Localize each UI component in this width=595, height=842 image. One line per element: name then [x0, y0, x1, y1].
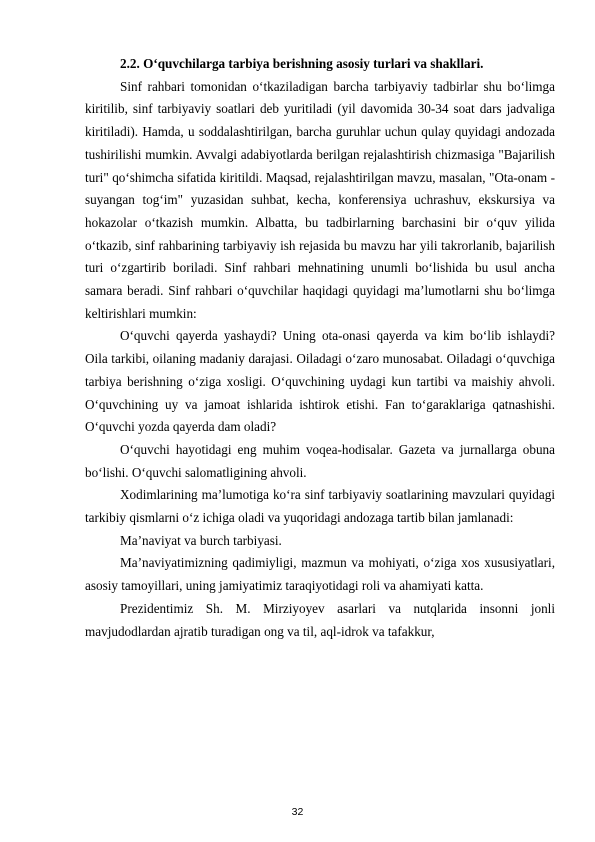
paragraph-sinf-rahbari: Sinf rahbari tomonidan o‘tkaziladigan barcha tarbiyaviy tadbirlar shu bo‘limga kiritilib, sinf tarbiyaviy soatlari deb yuritiladi (yil davomida 30-34 soat dars jadvaliga kiritiladi). Hamda, u soddalashtirilgan, barcha guruhlar uchun qulay quyidagi andozada tushirilishi mumkin. Avvalgi adabiyotlarda berilgan rejalashtirish chizmasiga "Bajarilish turi" qo‘shimcha sifatida kiritildi. Maqsad, rejalashtirilgan mavzu, masalan, "Ota-onam - suyangan tog‘im" yuzasidan suhbat, kecha, konferensiya uchrashuv, ekskursiya va hokazolar o‘tkazish mumkin. Albatta, bu tadbirlarning barchasini bir o‘quv yilida o‘tkazib, sinf rahbarining tarbiyaviy ish rejasida bu mavzu har yili takrorlanib, bajarilish turi o‘zgartirib boriladi. Sinf rahbari mehnatining unumli bo‘lishida bu usul ancha samara beradi. Sinf rahbari o‘quvchilar haqidagi quyidagi ma’lumotlarni shu bo‘limga keltirishlari mumkin:	[85, 78, 555, 321]
document-page	[85, 53, 555, 643]
paragraph-oquvchi-hayotidagi: O‘quvchi hayotidagi eng muhim voqea-hodisalar. Gazeta va jurnallarga obuna bo‘lishi. O‘quvchi salomatligining ahvoli.	[85, 441, 555, 480]
paragraph-manaviyatimizning: Ma’naviyatimizning qadimiyligi, mazmun va mohiyati, o‘ziga xos xususiyatlari, asosiy tamoyillari, uning jamiyatimiz taraqiyotidagi roli va ahamiyati katta.	[85, 555, 555, 594]
paragraph-prezidentimiz: Prezidentimiz Sh. M. Mirziyoyev asarlari va nutqlarida insonni jonli mavjudodlardan ajratib turadigan ong va til, aql-idrok va tafakkur,	[85, 600, 555, 639]
paragraph-oquvchi-qayerda: O‘quvchi qayerda yashaydi? Uning ota-onasi qayerda va kim bo‘lib ishlaydi? Oila tarkibi, oilaning madaniy darajasi. Oiladagi o‘zaro munosabat. Oiladagi o‘quvchiga tarbiya berishning o‘ziga xosligi. O‘quvchining uydagi kun tartibi va maishiy ahvoli. O‘quvchining uy va jamoat ishlarida ishtirok etishi. Fan to‘garaklariga qatnashishi. O‘quvchi yozda qayerda dam oladi?	[85, 328, 555, 435]
section-heading: 2.2. O‘quvchilarga tarbiya berishning asosiy turlari va shakllari.	[120, 56, 484, 71]
paragraph-manaviyat-tarbiyasi: Ma’naviyat va burch tarbiyasi.	[120, 532, 282, 548]
page-number: 32	[291, 806, 304, 818]
paragraph-xodimlarining: Xodimlarining ma’lumotiga ko‘ra sinf tarbiyaviy soatlarining mavzulari quyidagi tarkibiy qismlarni o‘z ichiga oladi va yuqoridagi andozaga tartib bilan jamlanadi:	[85, 487, 555, 526]
